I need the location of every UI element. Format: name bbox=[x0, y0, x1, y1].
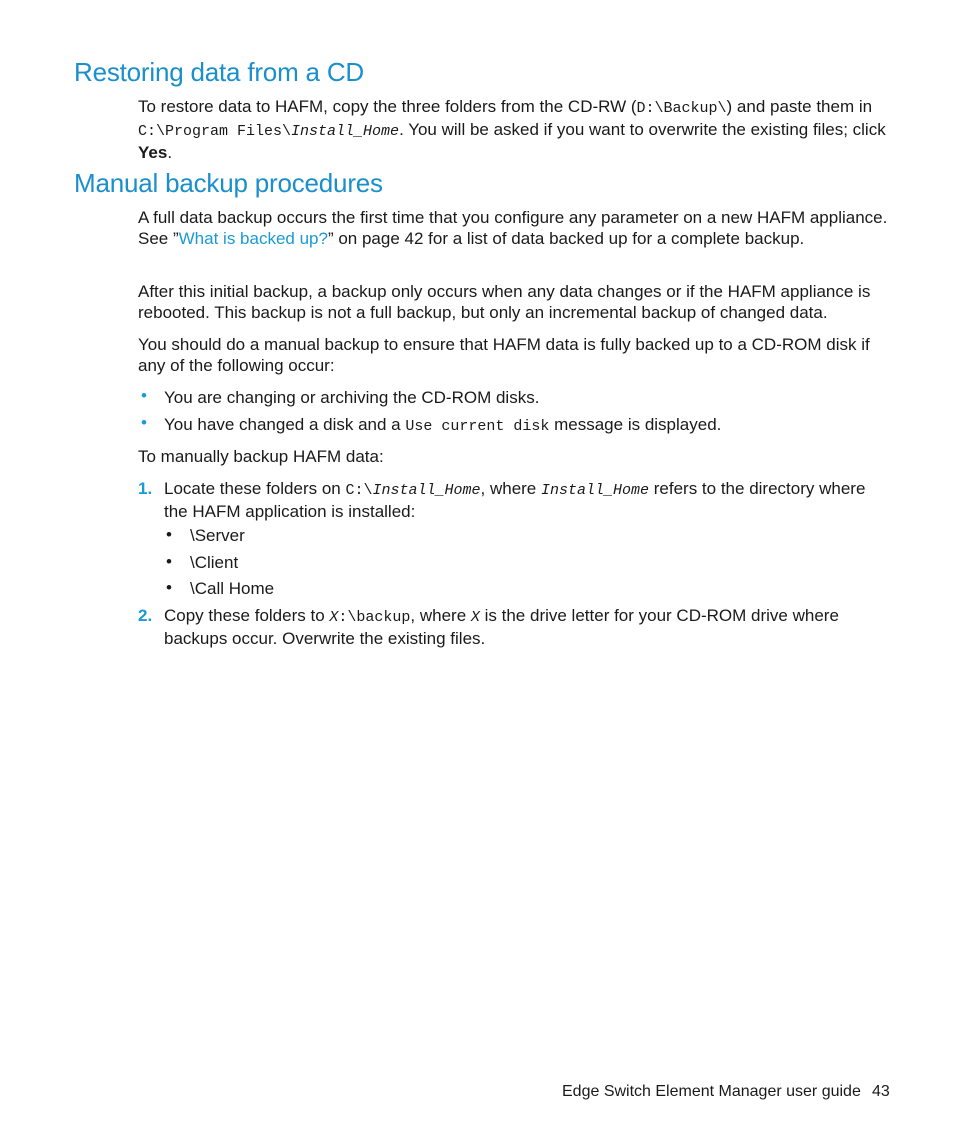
backup-drive-code: X:\backup bbox=[329, 609, 411, 626]
sub-bullet-dot: • bbox=[166, 525, 172, 544]
restore-paragraph: To restore data to HAFM, copy the three folders from the CD-RW (D:\Backup\) and paste them in C:\Program Files\Install_Home. You will be asked if you want to overwrite the existing files; click Yes. bbox=[138, 97, 886, 162]
manual-backup-paragraph: You should do a manual backup to ensure that HAFM data is fully backed up to a CD-ROM disk if any of the following occur: bbox=[138, 335, 870, 375]
program-files-code: C:\Program Files\Install_Home bbox=[138, 123, 400, 140]
drive-letter-code: X bbox=[470, 609, 480, 626]
sub-bullet-dot: • bbox=[166, 578, 172, 597]
section-heading-restoring: Restoring data from a CD bbox=[74, 57, 364, 87]
bullet-item: You are changing or archiving the CD-ROM disks. bbox=[164, 388, 540, 407]
folder-item: \Server bbox=[190, 526, 245, 545]
backup-path-code: D:\Backup\ bbox=[636, 100, 727, 117]
page-number: 43 bbox=[872, 1083, 890, 1100]
sub-bullet-dot: • bbox=[166, 552, 172, 571]
folder-item: \Client bbox=[190, 553, 239, 572]
incremental-backup-paragraph: After this initial backup, a backup only occurs when any data changes or if the HAFM appliance is rebooted. This backup is not a full backup, but only an incremental backup of changed data. bbox=[138, 282, 871, 322]
bullet-dot: • bbox=[141, 386, 147, 405]
folder-item: \Call Home bbox=[190, 579, 275, 598]
install-home-path-code: C:\Install_Home bbox=[345, 482, 481, 499]
section-heading-manual-backup: Manual backup procedures bbox=[74, 168, 383, 198]
use-current-disk-code: Use current disk bbox=[405, 418, 550, 435]
step-number: 2. bbox=[138, 606, 153, 625]
full-backup-paragraph: A full data backup occurs the first time that you configure any parameter on a new HAFM appliance. See ”What is backed up?” on page 42 for a list of data backed up for a complete backup. bbox=[138, 208, 888, 248]
step-number: 1. bbox=[138, 479, 153, 498]
bullet-dot: • bbox=[141, 413, 147, 432]
bullet-item: You have changed a disk and a Use current disk message is displayed. bbox=[164, 415, 722, 435]
step-locate-folders: Locate these folders on C:\Install_Home, where Install_Home refers to the directory where the HAFM application is installed: bbox=[164, 479, 866, 521]
yes-label: Yes bbox=[138, 143, 168, 162]
footer-title: Edge Switch Element Manager user guide bbox=[562, 1083, 861, 1100]
manual-backup-intro: To manually backup HAFM data: bbox=[138, 447, 384, 466]
step-copy-folders: Copy these folders to X:\backup, where X is the drive letter for your CD-ROM drive where backups occur. Overwrite the existing files. bbox=[164, 606, 839, 648]
install-home-code: Install_Home bbox=[541, 482, 650, 499]
what-is-backed-up-link[interactable]: What is backed up? bbox=[178, 229, 328, 248]
